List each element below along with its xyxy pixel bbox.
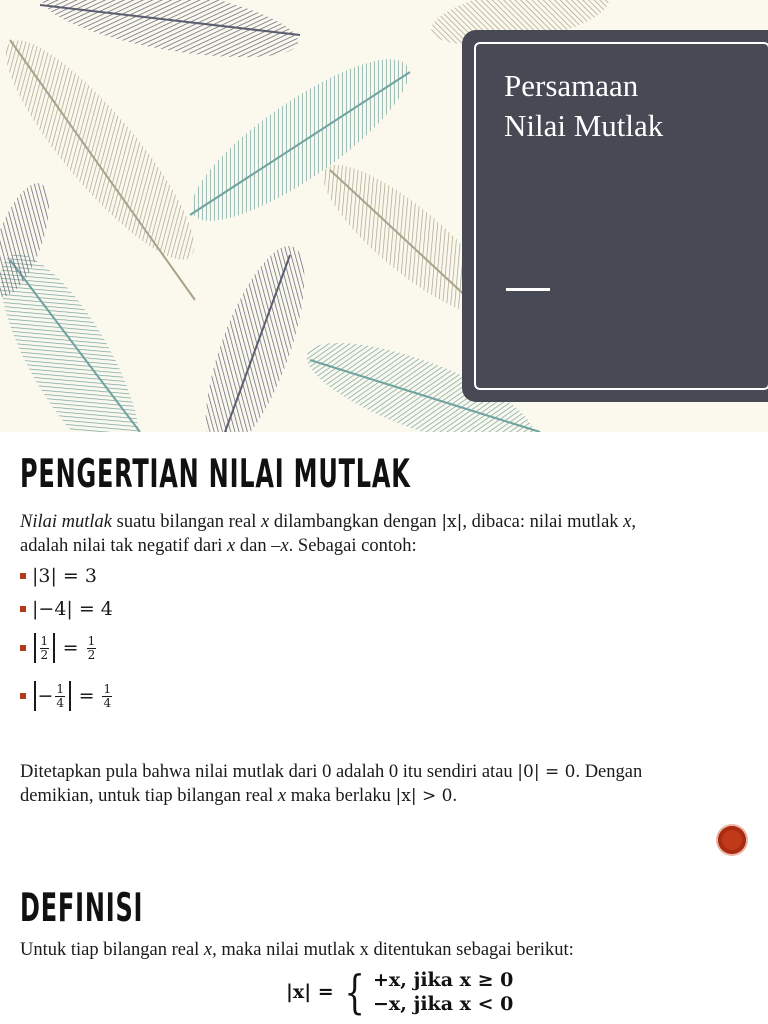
list-item — [20, 598, 113, 620]
list-item — [20, 633, 98, 663]
formula-case-positive: +x, jika x ≥ 0 — [372, 969, 514, 991]
abs-bar-right — [53, 633, 55, 663]
fraction: $\frac{1}{2}$ — [87, 633, 96, 662]
section-heading-pengertian: PENGERTIAN NILAI MUTLAK — [20, 452, 411, 498]
var-x: x — [623, 512, 632, 532]
note-paragraph — [20, 760, 750, 808]
note-text-2: . Dengan — [575, 762, 643, 782]
fraction: $\frac{1}{2}$ — [40, 633, 49, 662]
intro-text-2: dilambangkan dengan — [269, 512, 442, 532]
note-text-5: . — [452, 786, 458, 806]
feather-slate-1 — [185, 235, 324, 432]
bullet-square-icon — [20, 645, 26, 651]
def-text-2: , maka nilai mutlak x ditentukan sebagai berikut: — [212, 940, 574, 960]
note-text-1: Ditetapkan pula bahwa nilai mutlak dari 0 adalah 0 itu sendiri atau — [20, 762, 518, 782]
abs-x-symbol: |x| — [441, 512, 463, 532]
term-nilai-mutlak: Nilai mutlak — [20, 512, 112, 532]
slide-accent-dot — [718, 826, 746, 854]
list-item — [20, 681, 114, 711]
fraction: $\frac{1}{4}$ — [103, 681, 112, 710]
abs-gt-expression: |x| > 0 — [395, 786, 453, 806]
example-expression: |−4| = 4 — [32, 598, 113, 620]
example-expression: |3| = 3 — [32, 565, 97, 587]
var-x: x — [203, 940, 213, 960]
intro-text-6: dan – — [235, 536, 281, 556]
note-text-4: maka berlaku — [286, 786, 396, 806]
bullet-square-icon — [20, 573, 26, 579]
intro-paragraph — [20, 510, 750, 558]
formula-case-negative: −x, jika x < 0 — [372, 993, 514, 1015]
def-text-1: Untuk tiap bilangan real — [20, 940, 204, 960]
intro-text-7: . Sebagai contoh: — [288, 536, 417, 556]
intro-text-4: , — [631, 512, 637, 532]
var-x: x — [227, 536, 236, 556]
slide-title — [504, 66, 744, 146]
intro-text-5: adalah nilai tak negatif dari — [20, 536, 228, 556]
title-line-1: Persamaan — [504, 68, 639, 103]
title-card — [462, 30, 768, 402]
left-brace-icon: { — [344, 965, 365, 1019]
intro-text-1: suatu bilangan real — [112, 512, 261, 532]
section-heading-definisi: DEFINISI — [20, 886, 144, 932]
title-slide — [0, 0, 768, 432]
abs-bar-left — [34, 681, 36, 711]
formula-lhs: |x| = — [286, 981, 334, 1003]
title-line-2: Nilai Mutlak — [504, 108, 664, 143]
example-expression: − $\frac{1}{4}$ = $\frac{1}{4}$ — [32, 681, 114, 711]
fraction: $\frac{1}{4}$ — [56, 681, 65, 710]
formula-cases — [373, 968, 513, 1016]
var-x: x — [280, 536, 289, 556]
bullet-square-icon — [20, 606, 26, 612]
definition-formula — [286, 965, 514, 1019]
title-dash-divider — [506, 288, 550, 291]
intro-text-3: , dibaca: nilai mutlak — [462, 512, 624, 532]
example-expression: $\frac{1}{2}$ = $\frac{1}{2}$ — [32, 633, 98, 663]
note-text-3: demikian, untuk tiap bilangan real — [20, 786, 278, 806]
abs-bar-left — [34, 633, 36, 663]
feather-slate-2 — [37, 0, 303, 72]
abs-bar-right — [69, 681, 71, 711]
list-item — [20, 565, 97, 587]
definition-intro — [20, 938, 750, 962]
var-x: x — [260, 512, 270, 532]
bullet-square-icon — [20, 693, 26, 699]
abs-zero-expression: |0| = 0 — [517, 762, 576, 782]
var-x: x — [277, 786, 287, 806]
